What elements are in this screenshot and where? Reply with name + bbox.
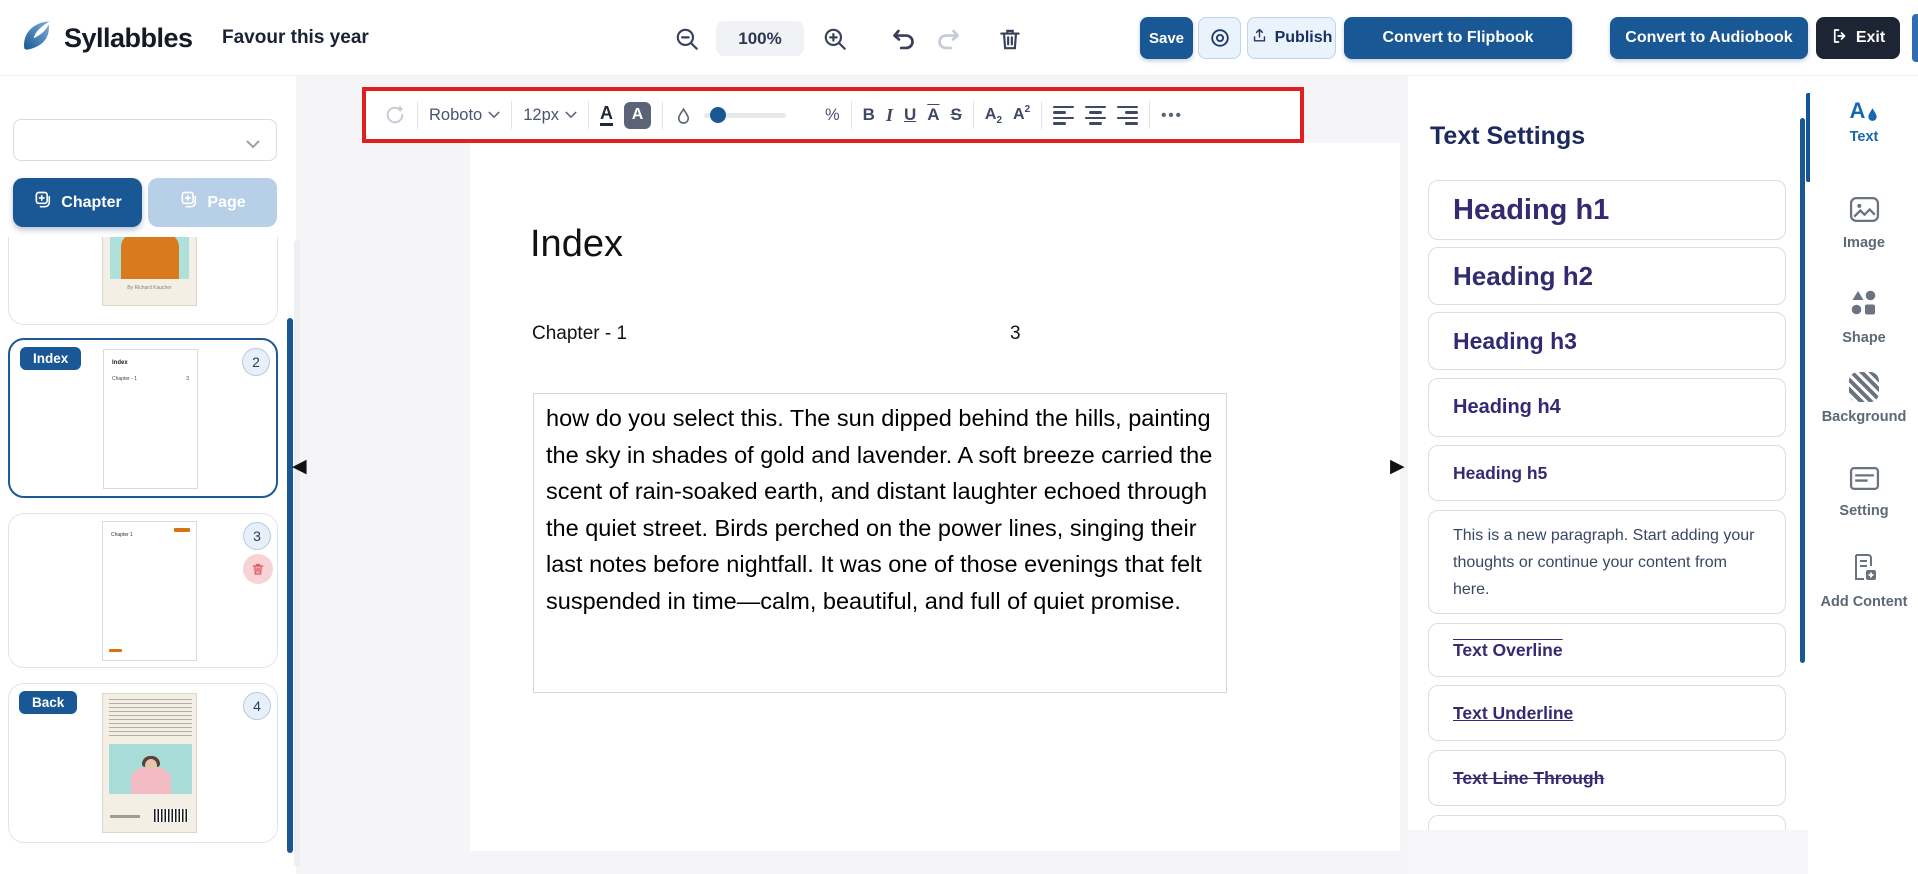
add-chapter-button[interactable] (13, 178, 142, 227)
undo-button[interactable] (888, 24, 918, 54)
cover-mini-page (102, 237, 197, 306)
divider (973, 101, 974, 129)
delete-button[interactable] (995, 24, 1025, 54)
bold-button[interactable] (863, 105, 875, 125)
rail-label: Background (1821, 409, 1907, 425)
convert-to-audiobook-button[interactable]: Convert to Audiobook (1610, 17, 1808, 59)
rail-tab-setting[interactable] (1810, 466, 1918, 519)
rail-label: Add Content (1820, 594, 1908, 610)
zoom-level-display[interactable]: 100% (716, 21, 804, 56)
cover-figure-jacket (121, 237, 179, 279)
rail-tab-image[interactable] (1810, 196, 1918, 251)
top-header (0, 0, 1918, 76)
index-mini-page (103, 349, 198, 489)
style-heading-h5[interactable] (1428, 445, 1786, 501)
back-figure-shirt (131, 768, 171, 794)
chapter-mini-page (102, 521, 197, 661)
opacity-percent-symbol: % (825, 105, 840, 124)
align-center-button[interactable] (1085, 106, 1106, 125)
underline-glyph: U (903, 105, 917, 124)
opacity-slider-handle[interactable] (710, 107, 726, 123)
shape-icon (1849, 288, 1879, 323)
overline-button[interactable] (927, 105, 939, 125)
rail-label: Shape (1842, 330, 1886, 346)
publish-button[interactable] (1247, 17, 1336, 59)
thumbnail-list (0, 237, 296, 874)
ellipsis-icon: ••• (1161, 106, 1183, 124)
divider (511, 101, 512, 129)
brand-name: Syllabbles (64, 23, 193, 53)
mini-index-title: Index (112, 360, 128, 366)
divider (588, 101, 589, 129)
exit-button[interactable] (1816, 17, 1900, 59)
clipped-edge-button (1912, 14, 1918, 62)
more-options-button[interactable] (1161, 107, 1183, 124)
divider (417, 101, 418, 129)
panel-title: Text Settings (1430, 122, 1586, 150)
rail-label: Setting (1839, 503, 1889, 519)
chapter-select-dropdown[interactable] (13, 119, 277, 161)
font-family-select[interactable] (429, 106, 500, 125)
page-title[interactable]: Index (530, 223, 623, 265)
superscript-mark: 2 (1024, 104, 1031, 115)
selected-text-block[interactable]: how do you select this. The sun dipped behind the hills, painting the sky in shades of gold and lavender. A soft breeze carried the scent of rain-soaked earth, and distant laughter echoed through the quiet street. Birds perched on the power lines, singing their last notes before nightfall. It was one of those evenings that felt suspended in time—calm, beautiful, and full of quiet promise. (533, 393, 1227, 693)
opacity-slider[interactable] (704, 107, 786, 123)
divider (662, 101, 663, 129)
subscript-button[interactable] (985, 106, 1002, 124)
orange-accent-top (174, 528, 190, 532)
style-text-underline[interactable] (1428, 685, 1786, 741)
back-cover-small-text (110, 815, 140, 818)
underline-button[interactable] (904, 105, 916, 125)
add-page-icon (179, 190, 199, 215)
add-page-label: Page (207, 193, 246, 211)
style-label: This is a new paragraph. Start adding your thoughts or continue your content from here. (1453, 526, 1755, 598)
rail-label: Text (1849, 129, 1879, 145)
strikethrough-glyph: S (950, 105, 962, 124)
highlight-color-glyph: A (624, 102, 651, 129)
back-cover-photo (109, 744, 192, 794)
italic-button[interactable] (886, 105, 893, 126)
text-settings-panel (1408, 76, 1804, 830)
background-icon (1849, 372, 1879, 402)
text-icon: A (1850, 100, 1879, 122)
sidebar-scrollbar-thumb[interactable] (287, 318, 293, 853)
highlight-color-button[interactable] (624, 102, 651, 129)
page-number-badge: 4 (243, 692, 271, 720)
style-label: Heading h2 (1453, 260, 1594, 291)
cover-credit: By Richard Kaucher (127, 285, 172, 291)
chevron-down-icon (246, 136, 260, 154)
align-right-button[interactable] (1117, 106, 1138, 125)
add-content-icon (1850, 552, 1878, 587)
mini-index-row (112, 376, 189, 382)
divider (1041, 101, 1042, 129)
rail-tab-text[interactable] (1810, 100, 1918, 145)
save-button[interactable]: Save (1140, 17, 1193, 59)
style-heading-h4[interactable] (1428, 378, 1786, 437)
text-color-button[interactable] (600, 104, 613, 126)
style-heading-h1[interactable] (1428, 180, 1786, 240)
thumbnail-index-page[interactable] (8, 338, 278, 498)
style-label: Heading h3 (1453, 327, 1577, 354)
back-cover-text-block (109, 699, 192, 739)
zoom-in-button[interactable] (820, 24, 850, 54)
strikethrough-button[interactable] (951, 105, 962, 125)
zoom-out-button[interactable] (672, 24, 702, 54)
divider (1149, 101, 1150, 129)
rail-tab-add-content[interactable] (1810, 552, 1918, 610)
italic-glyph: I (885, 104, 893, 125)
exit-label: Exit (1855, 29, 1886, 46)
font-size-value: 12px (523, 105, 559, 124)
regenerate-icon[interactable] (384, 104, 406, 126)
redo-button[interactable] (933, 24, 963, 54)
mini-chapter-label: Chapter - 1 (112, 376, 138, 382)
text-format-toolbar (362, 87, 1304, 143)
chapter-label[interactable]: Chapter - 1 (532, 323, 628, 344)
upload-icon (1251, 27, 1268, 49)
add-page-button[interactable] (148, 178, 277, 227)
style-label: Heading h4 (1453, 396, 1561, 418)
back-mini-page (102, 693, 197, 833)
mini-page-number: 3 (186, 376, 189, 382)
syllabbles-logo-icon (18, 17, 56, 60)
opacity-droplet-icon[interactable] (674, 106, 693, 125)
setting-icon (1849, 466, 1880, 496)
page-number-badge: 3 (243, 522, 271, 550)
rail-label: Image (1843, 235, 1885, 251)
delete-page-button[interactable] (243, 554, 273, 584)
orange-accent-bottom (109, 649, 122, 652)
page-label-badge: Index (20, 347, 81, 370)
publish-label: Publish (1274, 29, 1333, 46)
preview-button[interactable] (1198, 17, 1241, 59)
thumbnail-chapter-page[interactable] (8, 513, 278, 668)
font-family-value: Roboto (429, 105, 483, 124)
style-text-line-through[interactable] (1428, 750, 1786, 806)
subscript-mark: 2 (996, 115, 1002, 126)
image-icon (1849, 196, 1880, 228)
page-number-badge: 2 (242, 348, 270, 376)
add-page-icon (33, 190, 53, 215)
align-left-button[interactable] (1053, 106, 1074, 125)
style-heading-h3[interactable] (1428, 312, 1786, 370)
rail-tab-shape[interactable] (1810, 288, 1918, 346)
expand-panel-arrow[interactable]: ▶ (1390, 456, 1405, 477)
font-size-select[interactable] (523, 106, 577, 125)
superscript-base: A (1013, 106, 1025, 123)
mini-chapter-title: Chapter 1 (111, 532, 133, 538)
thumbnail-back-cover[interactable] (8, 683, 278, 843)
panel-scrollbar[interactable] (1800, 118, 1805, 663)
exit-icon (1831, 27, 1849, 50)
style-text-overline[interactable] (1428, 623, 1786, 677)
rail-tab-background[interactable] (1810, 372, 1918, 425)
document-title: Favour this year (222, 27, 369, 48)
cover-photo (110, 237, 189, 279)
page-label-badge: Back (19, 691, 77, 714)
style-paragraph[interactable] (1428, 510, 1786, 614)
style-heading-h2[interactable] (1428, 247, 1786, 305)
style-label: Text Overline (1453, 639, 1563, 660)
add-chapter-label: Chapter (61, 193, 122, 211)
subscript-base: A (984, 106, 997, 123)
content-rail (1810, 76, 1918, 874)
style-label: Text Line Through (1453, 767, 1605, 788)
barcode (154, 809, 188, 822)
style-label: Heading h1 (1453, 193, 1610, 226)
text-color-glyph: A (600, 104, 613, 126)
page-paper[interactable] (470, 143, 1400, 851)
collapse-sidebar-arrow[interactable]: ◀ (292, 456, 307, 477)
style-label: Heading h5 (1453, 462, 1548, 483)
superscript-button[interactable] (1013, 106, 1030, 124)
pages-sidebar (0, 76, 296, 874)
thumbnail-cover-page[interactable] (8, 237, 278, 325)
sidebar-scrollbar-track[interactable] (294, 240, 300, 866)
brand (18, 17, 193, 60)
convert-to-flipbook-button[interactable]: Convert to Flipbook (1344, 17, 1572, 59)
page-number[interactable]: 3 (1010, 323, 1021, 344)
bold-glyph: B (862, 105, 875, 124)
editor-canvas (296, 76, 1408, 874)
panel-bottom-gap (1408, 830, 1808, 874)
overline-glyph: A (927, 105, 940, 124)
style-label: Text Underline (1453, 702, 1574, 723)
divider (851, 101, 852, 129)
